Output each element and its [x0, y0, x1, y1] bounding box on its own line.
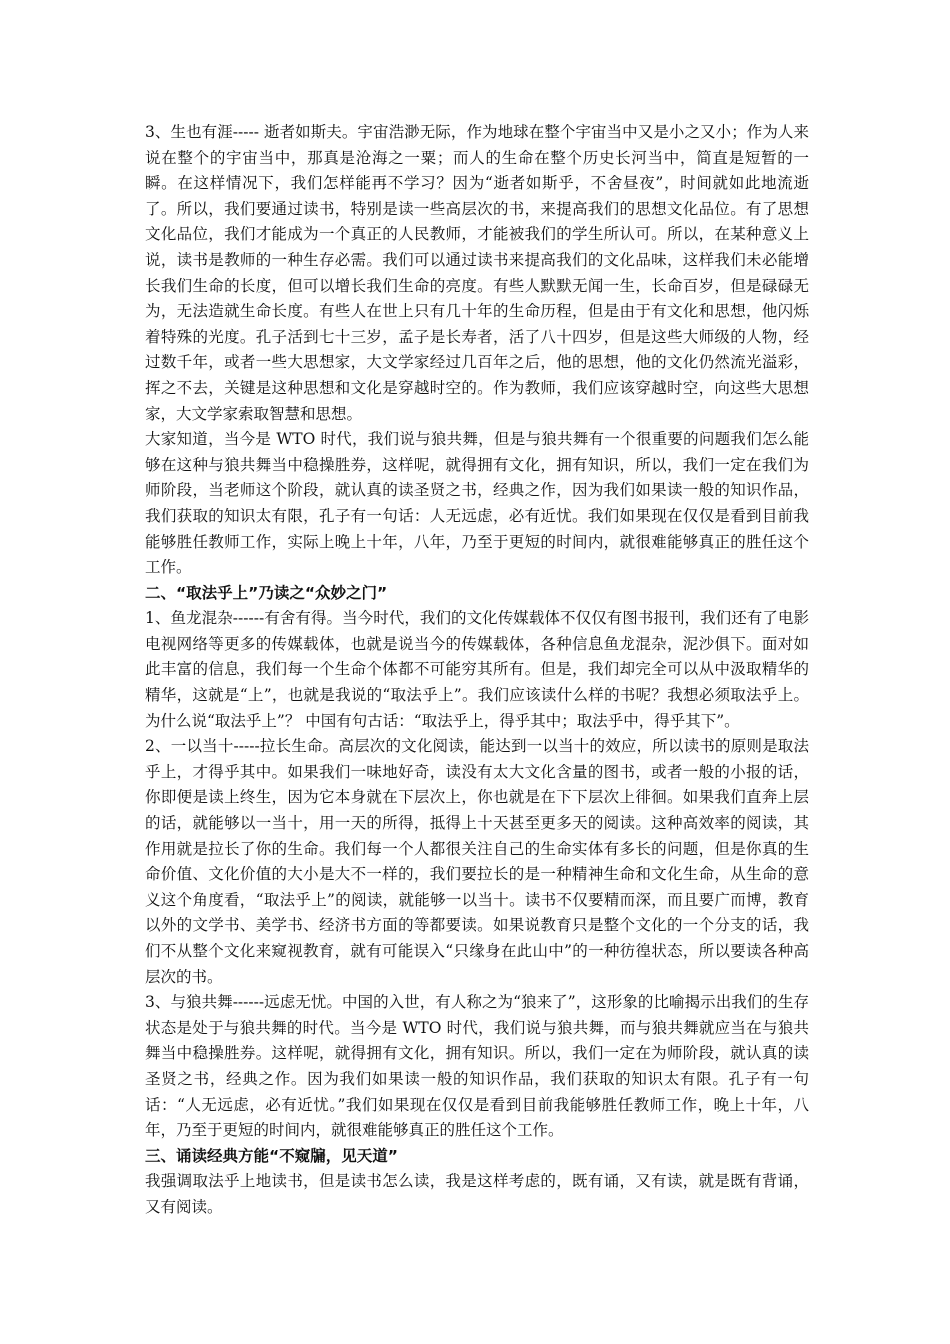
section-heading-2: 二、“取法乎上”乃读之“众妙之门”: [145, 583, 388, 602]
paragraph-life-limited: 3、生也有涯----- 逝者如斯夫。宇宙浩渺无际，作为地球在整个宇宙当中又是小之又小；作为人来说在整个的宇宙当中，那真是沧海之一粟；而人的生命在整个历史长河当中，简直是短暂的一瞬。在这样情况下，我们怎样能再不学习？因为“逝者如斯乎，不舍昼夜”，时间就如此地流逝了。所以，我们要通过读书，特别是读一些高层次的书，来提高我们的思想文化品位。有了思想文化品位，我们才能成为一个真正的人民教师，才能被我们的学生所认可。所以，在某种意义上说，读书是教师的一种生存必需。我们可以通过读书来提高我们的文化品味，这样我们未必能增长我们生命的长度，但可以增长我们生命的亮度。有些人默默无闻一生，长命百岁，但是碌碌无为，无法造就生命长度。有些人在世上只有几十年的生命历程，但是由于有文化和思想，他闪烁着特殊的光度。孔子活到七十三岁，孟子是长寿者，活了八十四岁，但是这些大师级的人物，经过数千年，或者一些大思想家，大文学家经过几百年之后，他的思想，他的文化仍然流光溢彩，挥之不去，关键是这种思想和文化是穿越时空的。作为教师，我们应该穿越时空，向这些大思想家，大文学家索取智慧和思想。: [145, 123, 809, 423]
paragraph-one-as-ten: 2、一以当十-----拉长生命。高层次的文化阅读，能达到一以当十的效应，所以读书的原则是取法乎上，才得乎其中。如果我们一味地好奇，读没有太大文化含量的图书，或者一般的小报的话，你即便是读上终生，因为它本身就在下层次上，你也就是在下下层次上徘徊。如果我们直奔上层的话，就能够以一当十，用一天的所得，抵得上十天甚至更多天的阅读。这种高效率的阅读，其作用就是拉长了你的生命。我们每一个人都很关注自己的生命实体有多长的问题，但是你真的生命价值、文化价值的大小是大不一样的，我们要拉长的是一种精神生命和文化生命，从生命的意义这个角度看，“取法乎上”的阅读，就能够一以当十。读书不仅要精而深，而且要广而博，教育以外的文学书、美学书、经济书方面的等都要读。如果说教育只是整个文化的一个分支的话，我们不从整个文化来窥视教育，就有可能误入“只缘身在此山中”的一种彷徨状态，所以要读各种高层次的书。: [145, 737, 809, 986]
paragraph-dance-with-wolves: 3、与狼共舞------远虑无忧。中国的入世，有人称之为“狼来了”，这形象的比喻揭示出我们的生存状态是处于与狼共舞的时代。当今是 WTO 时代，我们说与狼共舞，而与狼共舞就应当在与狼共舞当中稳操胜券。这样呢，就得拥有文化，拥有知识。所以，我们一定在为师阶段，就认真的读圣贤之书，经典之作。因为我们如果读一般的知识作品，我们获取的知识太有限。孔子有一句话：“人无远虑，必有近忧。”我们如果现在仅仅是看到目前我能够胜任教师工作，晚上十年，八年，乃至于更短的时间内，就很难能够真正的胜任这个工作。: [145, 993, 809, 1140]
paragraph-recite-and-read: 我强调取法乎上地读书，但是读书怎么读，我是这样考虑的，既有诵，又有读，就是既有背诵，又有阅读。: [145, 1172, 809, 1216]
document-body: [145, 120, 809, 1221]
paragraph-mixed-media: 1、鱼龙混杂------有舍有得。当今时代，我们的文化传媒载体不仅仅有图书报刊，我们还有了电影电视网络等更多的传媒载体，也就是说当今的传媒载体，各种信息鱼龙混杂，泥沙俱下。面对如此丰富的信息，我们每一个生命个体都不可能穷其所有。但是，我们却完全可以从中汲取精华的精华，这就是“上”，也就是我说的“取法乎上”。我们应该读什么样的书呢？我想必须取法乎上。为什么说“取法乎上”？ 中国有句古话：“取法乎上，得乎其中；取法乎中，得乎其下”。: [145, 609, 809, 730]
section-heading-3: 三、诵读经典方能“不窥牖，见天道”: [145, 1146, 398, 1165]
paragraph-wto-era: 大家知道，当今是 WTO 时代，我们说与狼共舞，但是与狼共舞有一个很重要的问题我们怎么能够在这种与狼共舞当中稳操胜券，这样呢，就得拥有文化，拥有知识，所以，我们一定在我们为师阶段，当老师这个阶段，就认真的读圣贤之书，经典之作，因为我们如果读一般的知识作品，我们获取的知识太有限，孔子有一句话：人无远虑，必有近忧。我们如果现在仅仅是看到目前我能够胜任教师工作，实际上晚上十年，八年，乃至于更短的时间内，就很难能够真正的胜任这个工作。: [145, 430, 809, 577]
